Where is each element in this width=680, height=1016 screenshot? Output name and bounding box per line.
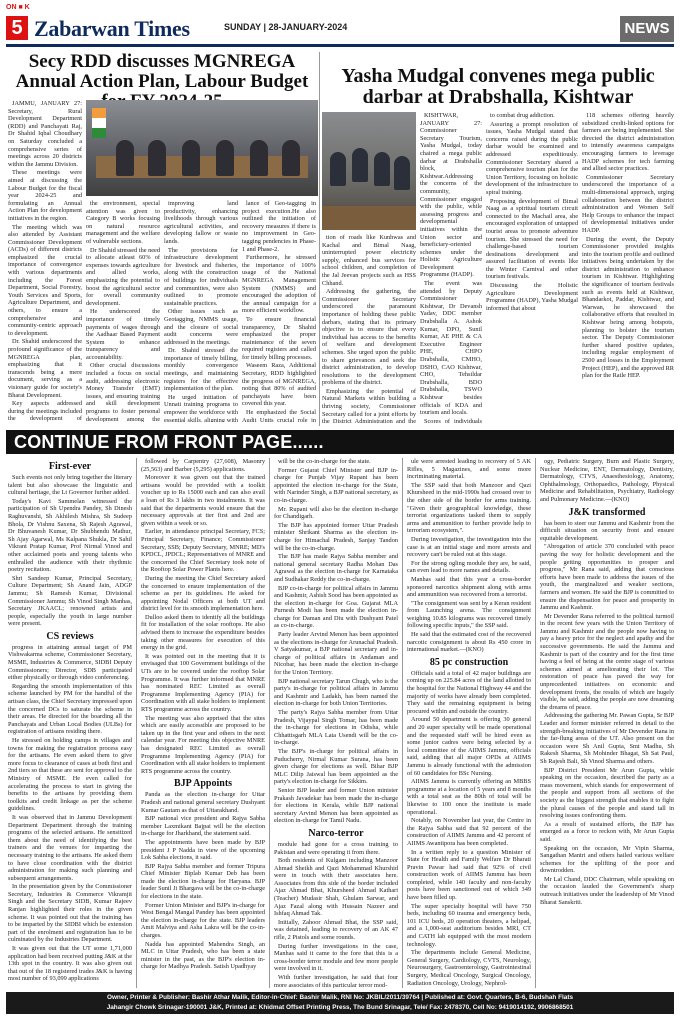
paragraph: progress in attaining annual target of PM Vishwakarma scheme, Commissioner Secretary, MSME, Industries & Commerce, SIDBI Deputy Commissioners; Director, SDB participated either physically or through video conferencing. [8, 643, 132, 682]
paragraph: 118 schemes offering heavily subsidized credit-linked options for farmers are being implemented. She directed the district administration to intensify awareness campaigns encouraging farmers to leverage HADP schemes for tech farming and allied sector practices. [582, 112, 674, 173]
paragraph: To ensure financial transparency, Dr Shahid emphasized the proper maintenance of the seven required registers and called for timely billing processes. [242, 315, 316, 361]
paragraph: The meeting which was also attended by Assistant Commissioner Development (ACDs) of different districts emphasized the crucial importance of convergence with various departments including the Forest Department, Social Forestry, Youth Services and Sports, Agriculture Department, and others, to ensure a comprehensive and community-centric approach to development. [8, 223, 82, 337]
paragraph: Waseem Raza, Additional Secretary, RDD highlighted the progress of MGNREGA, noting that 80% of audited panchayats have been covered this year. [242, 362, 316, 408]
paragraph: These meetings were aimed at discussing the Labour Budget for the fiscal year 2024-25 and formulating an Annual Action Plan for development initiatives in the region. [8, 169, 82, 222]
continued-banner: CONTINUE FROM FRONT PAGE...... [6, 430, 674, 454]
paragraph: Discussing the Holistic Agriculture Development Programme (HADP), Yasha Mudgal informed that about [486, 282, 578, 312]
paragraph: It was observed that in Jammu Development Department Department through the training programs of the selected artisans. He sensitized them about the need of identifying the best trainers and the venues for imparting the necessary training to the artisans. He asked them to have close coordination with the district administration for making such planning and subsequent arrangements. [8, 813, 132, 882]
paragraph: The appointments have been made by BJP president J P Nadda in view of the upcoming Lok Sabha elections, it said. [141, 838, 265, 862]
story1-column-3 [164, 200, 238, 422]
newspaper-brand: Zabarwan Times [34, 16, 190, 41]
paragraph: He urged initiation of Unnati training programs to empower the workforce with essential skills, aligning with [164, 393, 238, 422]
paragraph: Officials said a total of 42 major buildings are coming up on 225.84 acres of the land allotted to the hospital for the National Highway 44 and the majority of works have already been completed. They said the remaining equipment is being procured within and outside the country. [407, 669, 531, 715]
person-figure [182, 140, 200, 176]
column-divider [319, 52, 320, 426]
paragraph: has been to steer our Jammu and Kashmir from the difficult situation on security front and ensure equitable development. [540, 519, 674, 542]
person-figure [394, 156, 410, 190]
tiny-logo: ON ■ K [6, 4, 30, 11]
paragraph: BJP co-in-charge for political affairs in Jammu and Kashmir, Ashish Sood has been appointed as the election in-charge for Goa. Gujarat MLA Purnesh Modi has been made the election in-charge for Daman and Diu with Dushyant Patel as co-in-charge. [274, 584, 398, 630]
paragraph: Speaking on the occasion, Mr Vipin Sharma, Sangathan Mantri and others hailed various welfare schemes for the uplifting of the poor and downtrodden. [540, 844, 674, 875]
paragraph: For the strong ogling module they are, he said, can even lead to more names and details. [407, 559, 531, 575]
paragraph: During the meeting the Chief Secretary asked the concerned to ensure implementation of the scheme as per its guidelines. He asked for appointing Nodal Officers at both UT and district level for its smooth implementation here. [141, 574, 265, 613]
paragraph: Today's Kavi Sammelan witnessed the participation of Sh Upendra Pandey, Sh Dinesh Raghuvanshi, Sh Akhilesh Mishra, Sh Sudeep Bhola, Dr Vishnu Saxena, Sh Rajesh Agrawal, Dr Bhuvanesh Kumar, Dr Shubhendu Mathur, Sh Ajay Agarwal, Ms Kalpana Shukla, Dr Sahil Vikrant Pratap Kumar, Prof Nirmal Vinod and other acclaimed poets and young talents who enthralled the audience with their rhythmic poetry recitation. [8, 497, 132, 574]
paragraph: He stressed on holding camps in villages and towns for making the registration process easy for the artisans. He even asked them to give more focus to clearance of cases at both first and 2nd tiers so that these are sent for approval to the Ministry of MSME. He even called for accelerating the process to start in giving the benefits to the artisans by providing them toolkits and credit linkage as per the scheme guidelines. [8, 737, 132, 813]
imprint-line-2: Jahangir Chowk Srinagar-190001 J&K, Printed at: Khidmat Offset Printing Press, The Bund Srinagar, Tele/ Fax: 2478370, Cell No: 9419014192, 9906868501 [106, 1004, 574, 1011]
continued-column-5 [540, 458, 674, 988]
paragraph: BJP national secretary Tarun Chugh, who is the party's in-charge for political affairs in Jammu and Kashmir and Ladakh, has been named the election in-charge for both Union Territories. [274, 677, 398, 708]
paragraph: Party leader Arvind Menon has been appointed as the elections in-charge for Arunachal Pradesh. V Satyakumar, a BJP national secretary and in-charge of political affairs in Andaman and Nicobar, has been made the election in-charge for the Union Territory. [274, 631, 398, 677]
paragraph: improving land productivity, enhancing livelihoods through various agricultural activities, and developing fallow or waste lands. [164, 200, 238, 245]
paragraph: "The consignment was sent by a Keran resident from Launching arena. The consignment weighing 10.85 kilograms was recovered timely following specific inputs," the SSP said. [407, 599, 531, 630]
paragraph: module had gone for a cross training to Pakistan and were operating it from there. [274, 840, 398, 856]
person-figure [352, 148, 368, 182]
person-figure [374, 152, 390, 186]
edition-date: SUNDAY | 28-JANUARY-2024 [224, 22, 348, 32]
person-figure [148, 140, 166, 176]
darbar-desk [322, 206, 416, 230]
paragraph: Addressing the gathering Mr. Pawan Gupta, Sr BJP Leader and former minister referred in detail to the strength-breaking initiatives of Mr Devender Rana in the far-flung areas of the UT. Also present on the occasion were Sh Anil Gupta, Smt Madhu, Sh Rakesh Sharma, Sh Mohinder Bhagat, Sh Sat Paul, Sh Rajesh Bali, Sh Vinod Sharma and others. [540, 712, 674, 765]
paragraph: Dr Shahid stressed the need to allocate atleast 60% of expenses towards agriculture and allied works, emphasizing the potential to boost the agricultural sector for overall community development. [86, 246, 160, 307]
paragraph: to combat drug addiction. [490, 112, 555, 119]
continued-column-3 [274, 458, 398, 988]
paragraph: tion of roads like Kunhwas and Kachal and Bimal Naag, uninterrupted power electricity supply, enhanced bus services for school children, and completion of the Jal Jeevan projects such as HSS Chhand. [322, 234, 416, 287]
paragraph: Notably, on November last year, the Centre in the Rajya Sabha said that 92 percent of the construction of AIIMS Jammu and 42 percent of AIIMS Awantipora has been completed. [407, 817, 531, 847]
flag-icon [92, 108, 106, 138]
story1-column-1 [8, 100, 82, 422]
masthead [6, 4, 674, 50]
paragraph: As a result of sustained efforts, the BJP has emerged as a force to reckon with, Mr Arun Gupta said. [540, 820, 674, 843]
paragraph: It was pointed out in the meeting that it is envisaged that 100 Government buildings of the UTs are to be covered under the rooftop Solar Programme. It was further informed that MNRE has nominated REC Limited as overall Programme Implementing Agency (PIA) for Coordination with all stake holders to implement RTS programme across the country. [141, 652, 265, 713]
paragraph: Mr Lal Chand, DDC Chairman, while speaking on the occasion lauded the Government's sharp outreach initiatives under the leadership of Mr Vinod Bharat Sanskriti. [540, 875, 674, 906]
paragraph: ogy, Pediatric Surgery, Burn and Plastic Surgery, Nuclear Medicine, ENT, Dermatology, Dentistry, Dermatology, CTVS, Anaesthesiology, Anatomy, Ophthalmology, Orthopaedics, Pathology, Physical Medicine and Rehabilitation, Psychiatry, Radiology and Pulmonary Medicine.—(KNO) [540, 458, 674, 503]
paragraph: Such events not only bring together the literary talent but also showcase the linguistic and cultural heritage, the Lt Governor further added. [8, 474, 132, 497]
paragraph: Scores of individuals [424, 417, 482, 424]
paragraph: Emphasizing the potential of Natural Markets within building a thriving society, Commissioner Secretary called for a joint efforts by the District Administration and the [322, 387, 416, 424]
paragraph: Mr. Rupani will also be the election in-charge for Chandigarh. [274, 505, 398, 521]
person-figure [250, 140, 268, 176]
paragraph: He underscored the importance of timely payments of wages through the Aadhaar Based Payment System to enhance transparency and accountability. [86, 308, 160, 361]
story1-column-2 [86, 200, 160, 422]
subhead: CS reviews [46, 630, 94, 642]
paragraph: Dr. Shahid stressed the importance of timely billing, monthly convergence meetings, and maintaining registers for the effective implementation of the plan. [164, 347, 238, 393]
masthead-rule [6, 44, 674, 47]
story2-column-2 [322, 234, 416, 424]
paragraph: Mr Devender Rana referred to the political turmoil in the recent few years with the Union Territory of Jammu and Kashmir and the people now having to pay a heavy price for the neglect and apathy and the successive governments. He said the Jammu and Kashmir is part of the country and for the first time having a feel of being at the centre stage of various schemes aimed at ameliorating their lot. The restoration of peace has paved the way for unprecedented initiatives on economic and development fronts, the results of which are hugely visible, he said, adding the people are now dreaming the dreams of peace. [540, 612, 674, 711]
paragraph: The BJP's in-charge for political affairs in Puducherry, Nirmal Kumar Surana, has been given charge for elections as well. Bihar BJP MLC Dilip Jaiswal has been appointed as the party's election in-charge for Sikkim. [274, 747, 398, 786]
paragraph: It was given out that the UT some 1,71,000 application had been received putting J&K at the 13th spot in the country. It was also given out that out of the 18 registered trades J&K is having most number of 93,099 applications [8, 945, 132, 983]
story2-photo [322, 112, 416, 230]
story2-column-3 [486, 112, 578, 424]
paragraph: Dr. Shahid underscored the profound significance of the MGNREGA plan, emphasizing that it transcends being a mere document, serving as a visionary guide for society's Bharat Development. [8, 338, 82, 399]
column-divider [136, 458, 137, 988]
continued-column-1 [8, 458, 132, 988]
paragraph: Addressing the gathering, the Commissioner Secretary underscored the paramount importance of holding these public darbars, stating that its primary objective is to ensure that every individual has access to the benefits of welfare and development schemes. She urged upon the public to share grievances and seek the district administration, to develop resolutions to the development problems of the district. [322, 288, 416, 387]
paragraph: The party's Rajya Sabha member from Uttar Pradesh, Vijaypal Singh Tomar, has been made the in-charge for elections in Odisha, while Chhattisgarh MLA Lata Usendi will be the co-in-charge. [274, 709, 398, 747]
paragraph: He emphasized the Social Audit Units crucial role in [242, 409, 316, 422]
subhead: Narco-terror [308, 827, 364, 839]
person-figure [116, 140, 134, 176]
paragraph: Former Gujarat Chief Minister and BJP in-charge for Punjab Vijay Rupani has been appointed the election in-charge for the State, with Narinder Singh, a BJP national secretary, as co-in-charge. [274, 466, 398, 504]
story2-column-4 [582, 112, 674, 424]
paragraph: Senior BJP leader and former Union minister Prakash Javadekar has been made the in-charge for elections in Kerala, while BJP national secretary Arvind Menon has been appointed as election in-charge for Tamil Nadu. [274, 786, 398, 825]
section-tag: NEWS [620, 16, 674, 42]
paragraph: Initially, Zahoor Ahmad Bhat, the SSP said, was detained, leading to recovery of an AK 47 rifle, 2 Pistols and some rounds. [274, 918, 398, 942]
paragraph: The departments include General Medicine, General Surgery, Cardiology, CVTS, Neurology, Neurosurgery, Gastroenterology, Gastrointestinal Surgery, Medical Oncology, Surgical Oncology, Radiation Oncology, Urology, Nephrol- [407, 949, 531, 987]
paragraph: Other issues such as Geotagging, NMMS usage, and the closure of social audit concerns were addressed in the meetings. [164, 308, 238, 346]
paragraph: Other crucial discussions included a focus on social audit, addressing electronic Money Transfer (EMT) issues, and ensuring training and skill development programs to foster personal development among the [86, 362, 160, 422]
paragraph: will be the co-in-charge for the state. [278, 458, 371, 465]
paragraph: Both residents of Kulgam including Manzoor Ahmad Sheikh and Qazi Mohammad Khurshid were in touch with their associates here. Associates from this side of the border included Ajaz Ahmad Bhat, Khursheed Ahmad Kathari (Teacher) Mudasir Shah, Ghulam Sarwar, and Ajaz Fazal along with Hussain Nazeer and Ishfaq Ahmad Tak. [274, 857, 398, 918]
paragraph: Proposing development of Bimal Naag as a spiritual tourism circuit connected to the Machail area, she encouraged exploration of untapped tourist areas to promote adventure tourism. She stressed the need for challenge-based tourism destinations development and assured facilitation of events like the Winter Carnival and other tourism festivals. [486, 197, 578, 281]
person-figure [282, 140, 300, 176]
paragraph: During the event, the Deputy Commissioner provided insights into the tourism profile and outlined initiatives being undertaken by the district administration to enhance tourism in Kishtwar. Highlighting the significance of tourism festivals such as events held at Kishtwar, Bhandarkot, Paddar, Kishtwar, and Warwan, he showcased the collaborative efforts that resulted in Kishtwar being among hotspots, planning to bolster the tourism sector. The Deputy Commissioner further shared positive updates, including regular employment of 2500 and losses in the Employment Project (HEP), and the approved RR plan for the Ratle HEP. [582, 235, 674, 380]
paragraph: Commissioner Secretary underscored the importance of a multi-dimensional approach, urging collaboration between the district administration and Women Self Help Groups to enhance the impact of developmental initiatives under HADP. [582, 173, 674, 234]
subhead: BJP Appoints [173, 778, 233, 790]
story1-column-4 [242, 200, 316, 422]
paragraph: Nadda has appointed Mahendra Singh, an MLC in Uttar Pradesh, who has been a state minister in the past, as the BJP's election in-charge for Madhya Pradesh. Satish Upadhyay [141, 940, 265, 971]
paragraph: Assuring a prompt resolution of issues, Yasha Mudgal stated that concerns raised during the public darbar would be examined and addressed expeditiously. Commissioner Secretary shared a comprehensive tourism plan for the Union Territory, focusing on holistic development of the infrastructure to spiral training. [486, 120, 578, 196]
page-number: 5 [6, 16, 28, 40]
paragraph: lance of Geo-tagging in project execution.He also outlined the initiation of recovery measures if there is no improvement in Geo-tagging pendencies in Phase-1 and Phase-2. [242, 200, 316, 253]
story1-photo [86, 100, 318, 196]
paragraph: ule were arrested leading to recovery of 5 AK Rifles, 5 Magazines, and some more incriminating material. [407, 458, 531, 481]
paragraph: The meeting was also apprised that the sites which are easily accessible are proposed to be taken up in the first year and others in the next calendar year. For meeting this objective MNRE has designated REC Limited as overall Programme Implementing Agency (PIA) for Coordination with all stake holders to implement RTS programme across the country. [141, 714, 265, 775]
paragraph: During further investigations in the case, Manhas said it came to the fore that this is a cross-border terror module and few more people were involved in it. [274, 942, 398, 973]
paragraph: The event was attended by Deputy Commissioner Kishtwar, Dr Devansh Yadav, DDC member Drabshalla A. Ashok Kumar, DPO, Sunil Kumar, AE PHE & CA Executive Engineer PHE, CHPO Drabshalla, CMHO, DSHO, CAO Kishtwar, CHO, Tehsildar Drabshalla, BDO Drabshalla, TSWO Kishtwar besides officials of KDA and tourism and locals. [420, 280, 482, 417]
continued-column-2 [141, 458, 265, 988]
paragraph: BJP District President Mr Arun Gupta, while speaking on the occasion, described the party as a mass movement, which stands for empowerment of the people and support from all sections of the society as the biggest strength that enables it to fight the plural causes of the people and stand tall in resolving issues confronting them. [540, 766, 674, 820]
imprint-footer [6, 992, 674, 1014]
paragraph: Former Union Minister and BJP's in-charge for West Bengal Mangal Pandey has been appointed the election in-charge for the state. BJP leaders Amit Malviya and Asha Lakra will be the co-in-charges. [141, 901, 265, 940]
paragraph: Shri Sandeep Kumar, Principal Secretary, Culture Department; Sh Anand Jain, ADGP Jammu; Sh Ramesh Kumar, Divisional Commissioner Jammu; Sh Vinod Singh Manhas, Secretary JKAACL; renowned artists and people, especially the youth in large number were present. [8, 574, 132, 628]
subhead: First-ever [48, 461, 92, 472]
paragraph: The provisions for infrastructure development for livestock and fisheries, along with the construction of buildings for individuals and communities, were also outlined to promote sustainable practices. [164, 246, 238, 307]
story1-headline: Secy RDD discusses MGNREGA Annual Action Plan, Labour Budget [15, 51, 309, 92]
paragraph: Dulloo asked them to identify all the buildings fit for installation of the solar rooftops. He also advised them to increase the expenditure besides taking other measures for execution of this energy in the grid. [141, 613, 265, 652]
paragraph: In the presentation given by the Commissioner Secretary, Industries & Commerce Vikramjit Singh and the Secretary SIDB, Kumar Rajeev Ranjan highlighted their roles in the given scheme. It was pointed out that the training has to be imparted by the SIDBI which be extension part of the enrolment and registration has to be culminated by the Industries Department. [8, 883, 132, 944]
paragraph: "Abrogation of article 370 concluded with peace paving the way for holistic development and the people getting opportunities to prosper and progress," Mr Rana said, adding that conscious efforts have been made to address the issues of the youth, the marginalized and weaker sections, farmers and women. He said the BJP is committed to ensure the dispensation for peace and prosperity in Jammu and Kashmir. [540, 543, 674, 612]
paragraph: The SSP said that both Manzoor and Qazi Khursheed in the mid-1990s had crossed over to the other side of the border for arms training. "Given their geographical knowledge, these terrorist organizations tasked them to supply arms and ammunition to further provide help to terrorism ecosystem,". [407, 481, 531, 535]
paragraph: Panda as the election in-charge for Uttar Pradesh and national general secretary Dushyant Kumar Gautam as that of Uttarakhand. [141, 791, 265, 814]
person-figure [330, 152, 346, 186]
subhead: 85 pc construction [429, 656, 509, 668]
subhead: J&K transformed [568, 506, 646, 518]
paragraph: BJP Rajya Sabha member and former Tripura Chief Minister Biplab Kumar Deb has been made the election in-charge for Haryana. BJP leader Sunil Ji Bhargava will be the co-in-charge for elections in the state. [141, 862, 265, 901]
imprint-line-1: Owner, Printer & Publisher: Bashir Athar Malik, Editor-in-Chief: Bashir Malik, RNI No: JKBIL/2011/39764 | Published at: Govt. Quarters, B-6, Budshah Flats [106, 994, 574, 1001]
paragraph: The super specialty hospital will have 750 beds, including 60 trauma and emergency beds, 101 ICU beds, 20 operation theaters, a helipad, and a 1,000-seat auditorium besides MRI, CT and CATH lab equipped with the most modern technology. [407, 902, 531, 948]
story2-headline: Yasha Mudgal convenes mega public darbar at Drabshalla, Kishtwar [341, 65, 655, 108]
continued-column-4 [407, 458, 531, 988]
paragraph: Furthermore, he stressed the importance of 100% usage of the National MGNREGA Management System (NMMS) and encouraged the adoption of the annual campaign for a more efficient workflow. [242, 254, 316, 315]
paragraph: During investigation, the investigation into the case is at an initial stage and more arrests and recovery can't be ruled out at this stage. [407, 535, 531, 559]
column-divider [535, 458, 536, 988]
person-figure [216, 140, 234, 176]
column-divider [269, 458, 270, 988]
column-divider [402, 458, 403, 988]
paragraph: KISHTWAR, JANUARY 27: Commissioner Secretary Tourism, Yasha Mudgal, today chaired a mega public darbar at Drabshalla block, Kishtwar.Addressing the concerns of the community, Commissioner engaged with the public, while assessing progress and developmental initiatives within the Union sector and beneficiary-oriented schemes under the Holistic Agriculture Development Programme (HADP). [420, 112, 482, 279]
paragraph: Earlier, in attendance principal Secretary, FCS; Principal Secretary, Finance; Commissioner Secretary, SSB; Deputy Secretary, MNRE; MD's KPDCL, JPDCL; Representatives of MNRE and the concerned the Chief Secretary took note of the Rooftop Solar Power Plants here. [141, 528, 265, 574]
paragraph: The BJP has appointed former Uttar Pradesh minister Shrikant Sharma as the election in-charge for Himachal Pradesh, Sanjay Tandon will be the co-in-charge. [274, 521, 398, 552]
paragraph: the environment, special attention was given to Category B works focusing on natural resource management and the welfare of vulnerable sections. [86, 200, 160, 245]
paragraph: AIIMS Jammu is currently offering an MBBS programme at a location of 5 years and 8 months with a total seat as the 80th of total will be likewise to 100 once the institute is made operational. [407, 778, 531, 816]
paragraph: BJP national vice president and Rajya Sabha member Laxmikant Bajpai will be the election in-charge for Jharkhand, the statement said. [141, 815, 265, 838]
paragraph: He said that the estimated cost of the recovered narcotic consignment is about Rs 450 crore in international market.—(KNO) [407, 631, 531, 654]
paragraph: With further investigation, he said that four more associates of this particular terror mod- [274, 974, 398, 988]
paragraph: Key aspects addressed during the meetings included the development of [8, 400, 82, 422]
paragraph: followed by Carpentry (27,608), Masonry (25,563) and Barber (5,295) applications. [141, 458, 265, 473]
paragraph: Moreover it was given out that the trained artisans would be provided with a toolkit voucher up to Rs 15000 each and can also avail a loan of Rs 3 lakhs in two instalments. It was said that the departments would ensure that the necessary approvals at tier first and 2nd are given within a week or so. [141, 474, 265, 527]
paragraph: JAMMU, JANUARY 27: Secretary, Rural Development Department (RDD) and Panchayati Raj, Dr Shahid Iqbal Choudhary on Saturday concluded a comprehensive series of meetings across 20 districts within the Jammu Division. [8, 100, 82, 168]
paragraph: Around 50 department is offering 30 general and 20 super specialty will be made operational and the requested staff will be hired even as some junior cadres were being selected by a local committee of the AIIMS Jammu, officials said, adding that all major OPDs at AIIMS Jammu is already functional with the admission of 60 candidates for BSc Nursing. [407, 716, 531, 777]
story2-column-1 [420, 112, 482, 424]
paragraph: Manhas said that this year a cross-border sponsored narcotics shipment along with arms and ammunition was recovered from a terrorist. [407, 575, 531, 599]
paragraph: In a written reply to a question Minister of State for Health and Family Welfare Dr Bharati Pravin Pawar had said that 92% of civil construction work of AIIMS Jammu has been completed, while 140 faculty and non-faculty posts have been sanctioned out of which 349 have been filled up. [407, 848, 531, 902]
paragraph: The BJP has made Rajya Sabha member and national general secretary Radha Mohan Das Agrawal as the election in-charge for Karnataka and Sudhakar Reddy the co-in-charge. [274, 553, 398, 583]
paragraph: Regarding the smooth implementation of this scheme launched by PM for the handful of the artisan class, the Chief Secretary impressed upon the concerned DCs to saturate the scheme in their areas. He directed for the boarding all the Panchayats and Urban Local Bodies (ULBs) for registration of artisans residing there. [8, 682, 132, 736]
